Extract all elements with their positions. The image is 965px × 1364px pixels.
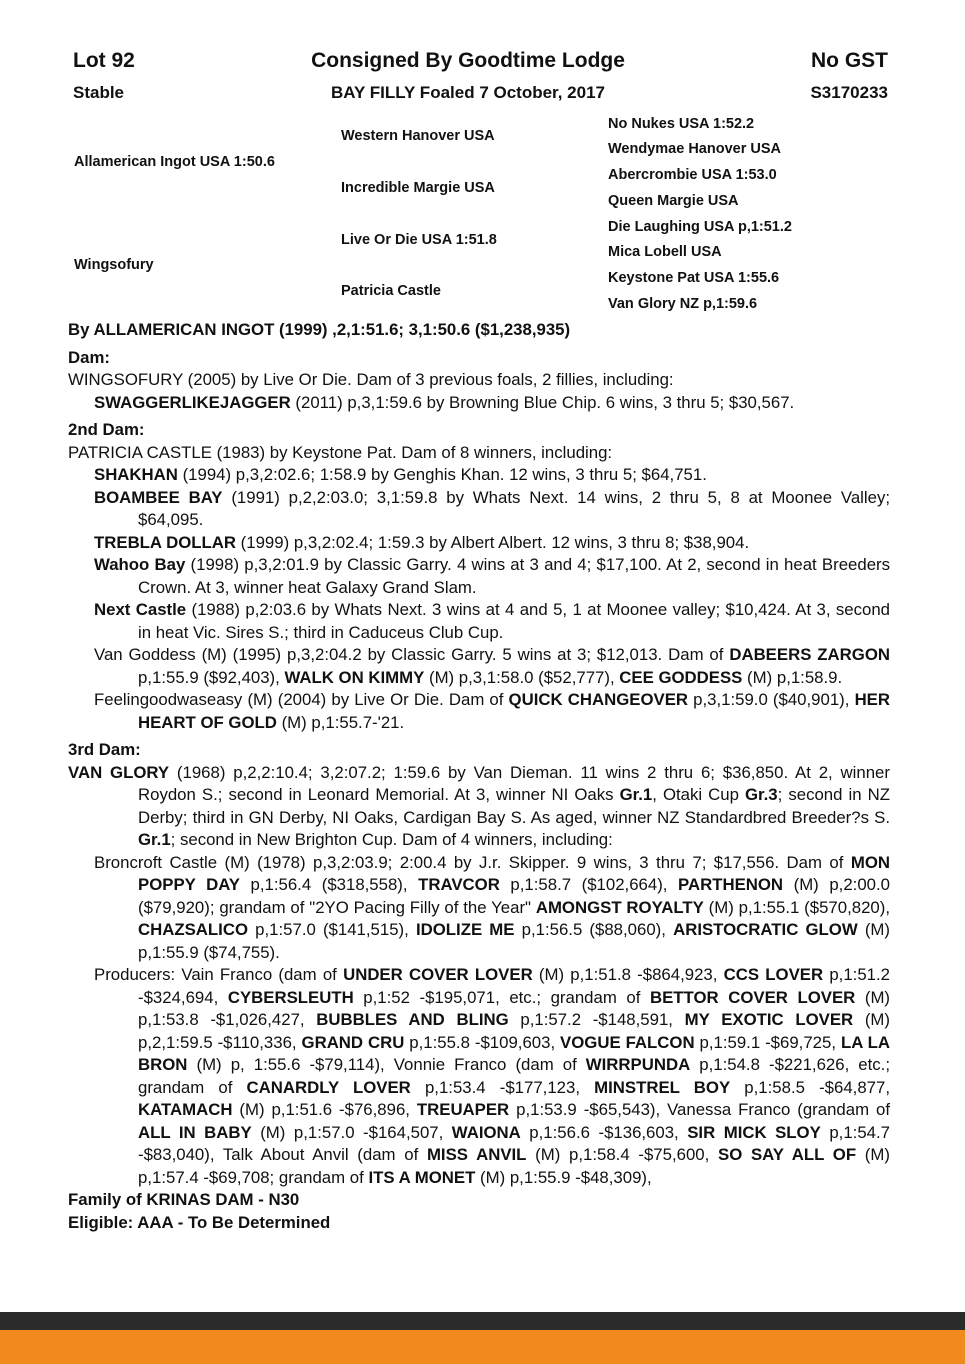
progeny-entry: Feelingoodwaseasy (M) (2004) by Live Or Die. Dam of QUICK CHANGEOVER p,3,1:59.0 ($40,901), HER HEART OF GOLD (M) p,1:55.7-'21. — [94, 690, 890, 732]
horse-description: BAY FILLY Foaled 7 October, 2017 — [330, 83, 606, 102]
lot-number: Lot 92 — [73, 49, 135, 72]
progeny-entry: Van Goddess (M) (1995) p,3,2:04.2 by Classic Garry. 5 wins at 3; $12,013. Dam of DABEERS ZARGON p,1:55.9 ($92,403), WALK ON KIMMY (M) p,3,1:58.0 ($52,777), CEE GODDESS (M) p,1:58.9. — [94, 645, 890, 687]
family-line: Family of KRINAS DAM - N30 — [68, 1190, 300, 1209]
catalogue-text — [68, 319, 890, 1234]
sire-summary: By ALLAMERICAN INGOT (1999) ,2,1:51.6; 3,1:50.6 ($1,238,935) — [68, 320, 571, 339]
second-dam-intro: PATRICIA CASTLE (1983) by Keystone Pat. Dam of 8 winners, including: — [68, 442, 613, 462]
footer-bar-dark — [0, 1312, 965, 1330]
progeny-entry: SHAKHAN (1994) p,3,2:02.6; 1:58.9 by Genghis Khan. 12 wins, 3 thru 5; $64,751. — [94, 465, 707, 484]
progeny-entry: Producers: Vain Franco (dam of UNDER COVER LOVER (M) p,1:51.8 -$864,923, CCS LOVER p,1:51.2 -$324,694, CYBERSLEUTH p,1:52 -$195,071, etc.; grandam of BETTOR COVER LOVER (M) p,1:53.8 -$1,026,427, BUBBLES AND BLING p,1:57.2 -$148,591, MY EXOTIC LOVER (M) p,2,1:59.5 -$110,336, GRAND CRU p,1:55.8 -$109,603, VOGUE FALCON p,1:59.1 -$69,725, LA LA BRON (M) p, 1:55.6 -$79,114), Vonnie Franco (dam of WIRRPUNDA p,1:54.8 -$221,626, etc.; grandam of CANARDLY LOVER p,1:53.4 -$177,123, MINSTREL BOY p,1:58.5 -$64,877, KATAMACH (M) p,1:51.6 -$76,896, TREUAPER p,1:53.9 -$65,543), Vanessa Franco (grandam of ALL IN BABY (M) p,1:57.0 -$164,507, WAIONA p,1:56.6 -$136,603, SIR MICK SLOY p,1:54.7 -$83,040), Talk About Anvil (dam of MISS ANVIL (M) p,1:58.4 -$75,600, SO SAY ALL OF (M) p,1:57.4 -$69,708; grandam of ITS A MONET (M) p,1:55.9 -$48,309), — [94, 965, 891, 1187]
stable-label: Stable — [73, 83, 125, 102]
consigner-title: Consigned By Goodtime Lodge — [311, 49, 625, 72]
footer-bar-orange — [0, 1330, 965, 1364]
third-dam-intro: VAN GLORY (1968) p,2,2:10.4; 3,2:07.2; 1:59.6 by Van Dieman. 11 wins 2 thru 6; $36,850. At 2, winner Roydon S.; second in Leonard Memorial. At 3, winner NI Oaks Gr.1, Otaki Cup Gr.3; second in NZ Derby; third in GN Derby, NI Oaks, Cardigan Bay S. As aged, winner NZ Standardbred Breeder?s S. Gr.1; second in New Brighton Cup. Dam of 4 winners, including: — [68, 762, 890, 849]
pedigree-gen2: Western Hanover USA — [341, 128, 495, 144]
pedigree-sire: Allamerican Ingot USA 1:50.6 — [74, 154, 275, 170]
dam-intro: WINGSOFURY (2005) by Live Or Die. Dam of 3 previous foals, 2 fillies, including: — [68, 370, 674, 389]
pedigree-dam: Wingsofury — [74, 257, 154, 273]
pedigree-gen2: Incredible Margie USA — [341, 180, 495, 196]
eligibility-line: Eligible: AAA - To Be Determined — [68, 1212, 331, 1232]
pedigree-gen3: Keystone Pat USA 1:55.6 — [608, 270, 780, 286]
dam-foals — [68, 392, 890, 415]
pedigree-gen2: Patricia Castle — [341, 283, 441, 299]
catalogue-code: S3170233 — [810, 83, 888, 102]
dam-heading: Dam: — [68, 347, 110, 367]
second-dam-heading: 2nd Dam: — [68, 420, 145, 439]
gst-status: No GST — [811, 49, 888, 72]
pedigree-gen3: Die Laughing USA p,1:51.2 — [608, 219, 792, 235]
pedigree-gen3: Wendymae Hanover USA — [608, 141, 781, 157]
progeny-entry: BOAMBEE BAY (1991) p,2,2:03.0; 3,1:59.8 by Whats Next. 14 wins, 2 thru 5, 8 at Moonee Valley; $64,095. — [94, 487, 891, 529]
third-dam-heading: 3rd Dam: — [68, 740, 141, 759]
pedigree-gen3: No Nukes USA 1:52.2 — [608, 116, 755, 132]
pedigree-gen3: Abercrombie USA 1:53.0 — [608, 167, 777, 183]
progeny-entry: TREBLA DOLLAR (1999) p,3,2:02.4; 1:59.3 by Albert Albert. 12 wins, 3 thru 8; $38,904. — [94, 532, 750, 552]
progeny-entry: SWAGGERLIKEJAGGER (2011) p,3,1:59.6 by Browning Blue Chip. 6 wins, 3 thru 5; $30,567. — [94, 392, 795, 412]
progeny-entry: Broncroft Castle (M) (1978) p,3,2:03.9; 2:00.4 by J.r. Skipper. 9 wins, 3 thru 7; $17,556. Dam of MON POPPY DAY p,1:56.4 ($318,558), TRAVCOR p,1:58.7 ($102,664), PARTHENON (M) p,2:00.0 ($79,920); grandam of "2YO Pacing Filly of the Year" AMONGST ROYALTY (M) p,1:55.1 ($570,820), CHAZSALICO p,1:57.0 ($141,515), IDOLIZE ME p,1:56.5 ($88,060), ARISTOCRATIC GLOW (M) p,1:55.9 ($74,755). — [94, 852, 890, 962]
second-dam-foals — [68, 464, 890, 734]
pedigree-gen3: Mica Lobell USA — [608, 244, 722, 260]
pedigree-gen3: Van Glory NZ p,1:59.6 — [608, 296, 758, 312]
third-dam-foals — [68, 852, 890, 1190]
progeny-entry: Next Castle (1988) p,2:03.6 by Whats Next. 3 wins at 4 and 5, 1 at Moonee valley; $10,424. At 3, second in heat Vic. Sires S.; third in Caduceus Club Cup. — [94, 600, 890, 642]
pedigree-gen2: Live Or Die USA 1:51.8 — [341, 232, 497, 248]
pedigree-gen3: Queen Margie USA — [608, 193, 739, 209]
progeny-entry: Wahoo Bay (1998) p,3,2:01.9 by Classic Garry. 4 wins at 3 and 4; $17,100. At 2, second in heat Breeders Crown. At 3, winner heat Galaxy Grand Slam. — [94, 555, 890, 597]
